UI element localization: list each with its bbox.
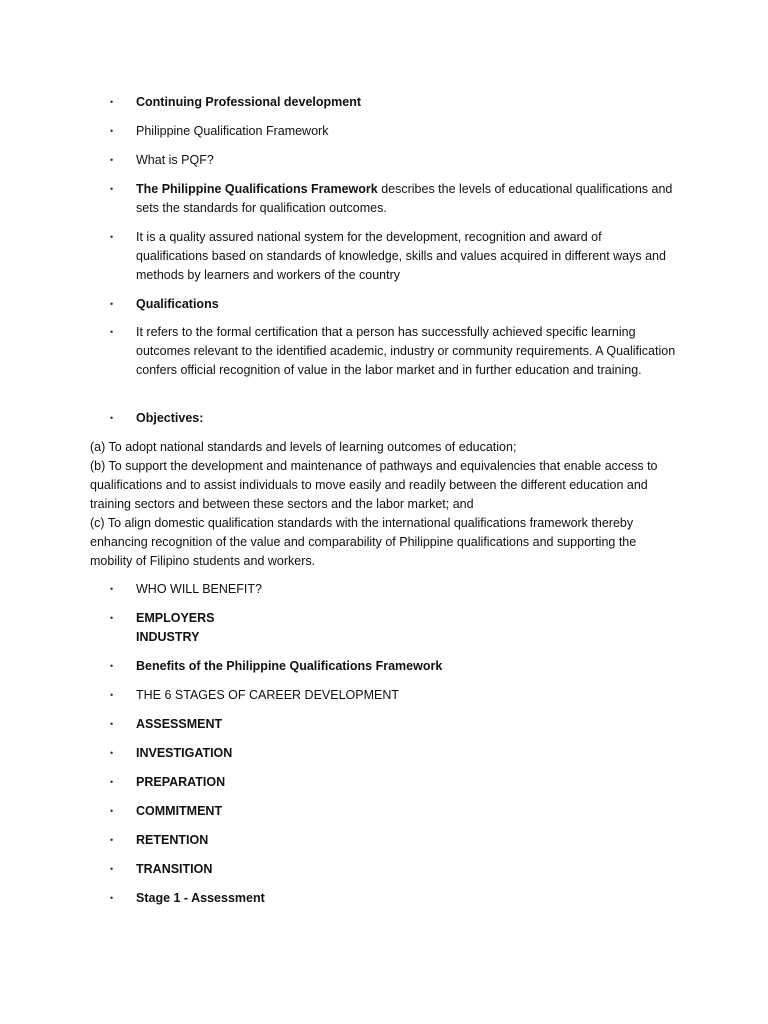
- bullet-icon: •: [110, 97, 114, 107]
- bullet-icon: •: [110, 864, 114, 874]
- item-text: THE 6 STAGES OF CAREER DEVELOPMENT: [136, 688, 400, 702]
- item-text: Continuing Professional development: [136, 95, 362, 109]
- objective-b: (b) To support the development and maintenance of pathways and equivalencies that enable access to qualifications and to assist individuals to move easily and readily between the different education and training sectors and between these sectors and the labor market; and: [90, 459, 658, 511]
- bullet-icon: •: [110, 584, 114, 594]
- item-text: Philippine Qualification Framework: [136, 124, 329, 138]
- item-text: What is PQF?: [136, 153, 214, 167]
- objectives-block: [90, 438, 680, 571]
- bullet-icon: •: [110, 690, 114, 700]
- bullet-icon: •: [110, 748, 114, 758]
- bullet-icon: •: [110, 719, 114, 729]
- item-text: EMPLOYERS INDUSTRY: [136, 611, 215, 644]
- bullet-icon: •: [110, 893, 114, 903]
- bullet-icon: •: [110, 327, 114, 337]
- item-text: ASSESSMENT: [136, 717, 223, 731]
- bullet-icon: •: [110, 299, 114, 309]
- item-text-rest: describes the levels of educational qualifications and sets the standards for qualification outcomes.: [136, 182, 673, 215]
- bullet-icon: •: [110, 184, 114, 194]
- bullet-icon: •: [110, 806, 114, 816]
- bullet-icon: •: [110, 232, 114, 242]
- item-text: COMMITMENT: [136, 804, 223, 818]
- bullet-icon: •: [110, 155, 114, 165]
- item-text: Benefits of the Philippine Qualifications Framework: [136, 659, 443, 673]
- item-text: PREPARATION: [136, 775, 226, 789]
- item-text: It is a quality assured national system for the development, recognition and award of qualifications based on standards of knowledge, skills and values acquired in different ways and methods by learners and workers of the country: [136, 230, 666, 282]
- bullet-icon: •: [110, 661, 114, 671]
- item-text: Qualifications: [136, 297, 219, 311]
- objective-a: (a) To adopt national standards and levels of learning outcomes of education;: [90, 440, 517, 454]
- bullet-icon: •: [110, 126, 114, 136]
- item-text: [136, 180, 676, 218]
- bullet-icon: •: [110, 777, 114, 787]
- item-text: RETENTION: [136, 833, 209, 847]
- item-text: Stage 1 - Assessment: [136, 891, 265, 905]
- bullet-icon: •: [110, 835, 114, 845]
- item-text: WHO WILL BENEFIT?: [136, 582, 262, 596]
- bullet-icon: •: [110, 413, 114, 423]
- item-text: Objectives:: [136, 411, 204, 425]
- item-text: TRANSITION: [136, 862, 213, 876]
- item-text: It refers to the formal certification that a person has successfully achieved specific learning outcomes relevant to the identified academic, industry or community requirements. A Qualification confers official recognition of value in the labor market and in further education and training.: [136, 325, 676, 377]
- item-text-bold-lead: The Philippine Qualifications Framework: [136, 182, 378, 196]
- objective-c: (c) To align domestic qualification standards with the international qualifications framework thereby enhancing recognition of the value and comparability of Philippine qualifications and supporting the mobility of Filipino students and workers.: [90, 516, 637, 568]
- item-text: INVESTIGATION: [136, 746, 233, 760]
- bullet-icon: •: [110, 613, 114, 623]
